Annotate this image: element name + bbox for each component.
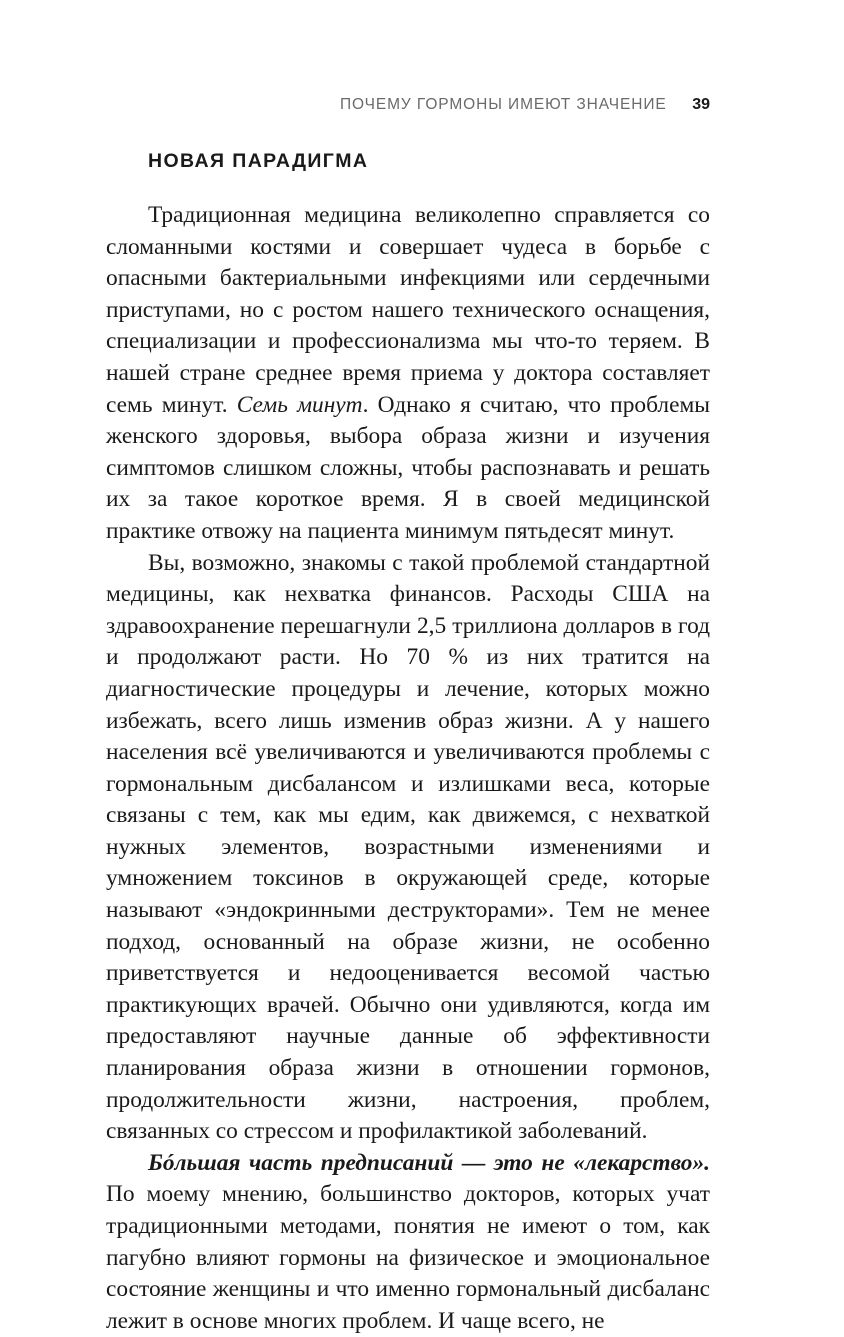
paragraph-3-text: По моему мнению, большинство докторов, которых учат традиционными методами, понятия не имеют о том, как пагубно влияют гормоны на физическое и эмоциональное состояние женщины и что именно гормональный дисбаланс лежит в основе многих проблем. И чаще всего, не bbox=[106, 1181, 710, 1334]
body-text bbox=[106, 200, 710, 1337]
paragraph-3 bbox=[106, 1148, 710, 1337]
running-head bbox=[340, 96, 710, 114]
paragraph-1-text-b: . Однако я считаю, что проблемы женского здоровья, выбора образа жизни и изучения симптомов слишком сложны, чтобы распознавать и решать их за такое короткое время. Я в своей медицинской практике отвожу на пациента минимум пятьдесят минут. bbox=[106, 391, 710, 544]
running-title: ПОЧЕМУ ГОРМОНЫ ИМЕЮТ ЗНАЧЕНИЕ bbox=[340, 96, 667, 113]
paragraph-2: Вы, возможно, знакомы с такой проблемой стандартной медицины, как нехватка финансов. Расходы США на здравоохранение перешагнули 2,5 триллиона долларов в год и продолжают расти. Но 70 % из них тратится на диагностические процедуры и лечение, которых можно избежать, всего лишь изменив образ жизни. А у нашего населения всё увеличиваются и увеличиваются проблемы с гормональным дисбалансом и излишками веса, которые связаны с тем, как мы едим, как движемся, с нехваткой нужных элементов, возрастными изменениями и умножением токсинов в окружающей среде, которые называют «эндокринными деструкторами». Тем не менее подход, основанный на образе жизни, не особенно приветствуется и недооценивается весомой частью практикующих врачей. Обычно они удивляются, когда им предоставляют научные данные об эффективности планирования образа жизни в отношении гормонов, продолжительности жизни, настроения, проблем, связанных со стрессом и профилактикой заболеваний. bbox=[106, 549, 710, 1145]
paragraph-1-text-a: Традиционная медицина великолепно справляется со сломанными костями и совершает чудеса в борьбе с опасными бактериальными инфекциями или сердечными приступами, но с ростом нашего технического оснащения, специализации и профессионализма мы что-то теряем. В нашей стране среднее время приема у доктора составляет семь минут. bbox=[106, 202, 710, 418]
paragraph-3-emphasis: Бóльшая часть предписаний — это не «лекарство». bbox=[148, 1149, 710, 1176]
paragraph-1 bbox=[106, 200, 710, 548]
page-number: 39 bbox=[692, 96, 710, 113]
section-heading: НОВАЯ ПАРАДИГМА bbox=[148, 150, 369, 172]
paragraph-1-italic: Семь минут bbox=[236, 391, 363, 418]
